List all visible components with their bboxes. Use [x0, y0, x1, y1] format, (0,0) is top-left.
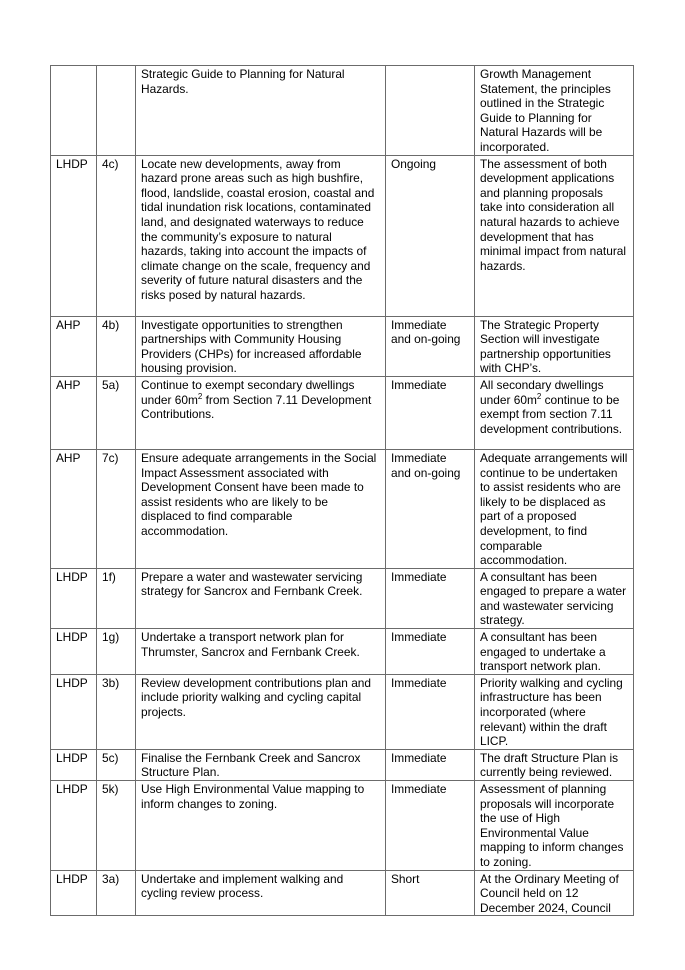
table-row	[51, 376, 634, 449]
ref-cell: 3a)	[97, 870, 136, 916]
timeframe-cell: Immediate and on-going	[386, 449, 475, 568]
ref-cell: 5a)	[97, 376, 136, 449]
ref-cell: 5k)	[97, 781, 136, 871]
action-cell	[136, 376, 386, 449]
table-row	[51, 870, 634, 916]
plan-cell: AHP	[51, 449, 97, 568]
action-cell: Strategic Guide to Planning for Natural Hazards.	[136, 66, 386, 156]
action-cell: Undertake a transport network plan for Thrumster, Sancrox and Fernbank Creek.	[136, 629, 386, 675]
action-text: Continue to exempt secondary dwellings under 60m	[141, 377, 355, 407]
status-cell: Priority walking and cycling infrastructure has been incorporated (where relevant) within the draft LICP.	[475, 674, 634, 749]
status-cell: A consultant has been engaged to undertake a transport network plan.	[475, 629, 634, 675]
status-cell: The Strategic Property Section will investigate partnership opportunities with CHP’s.	[475, 316, 634, 376]
ref-cell: 4b)	[97, 316, 136, 376]
action-cell: Ensure adequate arrangements in the Social Impact Assessment associated with Development Consent have been made to assist residents who are likely to be displaced to find comparable accommodation.	[136, 449, 386, 568]
superscript: 2	[536, 391, 542, 401]
timeframe-cell: Immediate	[386, 568, 475, 628]
status-cell: Assessment of planning proposals will incorporate the use of High Environmental Value mapping to inform changes to zoning.	[475, 781, 634, 871]
timeframe-cell: Immediate and on-going	[386, 316, 475, 376]
ref-cell: 3b)	[97, 674, 136, 749]
table-row	[51, 66, 634, 156]
table-row	[51, 449, 634, 568]
status-cell: Growth Management Statement, the principles outlined in the Strategic Guide to Planning for Natural Hazards will be incorporated.	[475, 66, 634, 156]
timeframe-cell: Immediate	[386, 376, 475, 449]
action-text: from Section 7.11 Development Contributions.	[141, 392, 372, 422]
action-cell: Review development contributions plan and include priority walking and cycling capital projects.	[136, 674, 386, 749]
action-cell: Locate new developments, away from hazard prone areas such as high bushfire, flood, landslide, coastal erosion, coastal and tidal inundation risk locations, contaminated land, and designated waterways to reduce the community’s exposure to natural hazards, taking into account the impacts of climate change on the scale, frequency and severity of future natural disasters and the risks posed by natural hazards.	[136, 155, 386, 316]
ref-cell: 5c)	[97, 749, 136, 780]
plan-cell: LHDP	[51, 568, 97, 628]
superscript: 2	[197, 391, 203, 401]
timeframe-cell: Immediate	[386, 629, 475, 675]
plan-cell: LHDP	[51, 749, 97, 780]
table-row	[51, 155, 634, 316]
action-cell: Investigate opportunities to strengthen partnerships with Community Housing Providers (CHPs) for increased affordable housing provision.	[136, 316, 386, 376]
action-cell: Prepare a water and wastewater servicing strategy for Sancrox and Fernbank Creek.	[136, 568, 386, 628]
timeframe-cell: Short	[386, 870, 475, 916]
table-row	[51, 674, 634, 749]
status-cell: The draft Structure Plan is currently being reviewed.	[475, 749, 634, 780]
plan-cell: AHP	[51, 316, 97, 376]
plan-cell: LHDP	[51, 629, 97, 675]
status-cell: At the Ordinary Meeting of Council held on 12 December 2024, Council	[475, 870, 634, 916]
actions-table	[50, 65, 634, 916]
plan-cell: AHP	[51, 376, 97, 449]
table-row	[51, 568, 634, 628]
action-cell: Use High Environmental Value mapping to inform changes to zoning.	[136, 781, 386, 871]
ref-cell: 1g)	[97, 629, 136, 675]
status-text: All secondary dwellings under 60m	[480, 377, 604, 407]
table-row	[51, 316, 634, 376]
plan-cell: LHDP	[51, 781, 97, 871]
timeframe-cell: Immediate	[386, 749, 475, 780]
ref-cell	[97, 66, 136, 156]
timeframe-cell: Immediate	[386, 674, 475, 749]
action-cell: Finalise the Fernbank Creek and Sancrox Structure Plan.	[136, 749, 386, 780]
timeframe-cell: Immediate	[386, 781, 475, 871]
status-text: continue to be exempt from section 7.11 development contributions.	[480, 392, 623, 436]
status-cell: The assessment of both development applications and planning proposals take into consideration all natural hazards to achieve development that has minimal impact from natural hazards.	[475, 155, 634, 316]
timeframe-cell	[386, 66, 475, 156]
status-cell	[475, 376, 634, 449]
action-cell: Undertake and implement walking and cycling review process.	[136, 870, 386, 916]
plan-cell: LHDP	[51, 870, 97, 916]
ref-cell: 1f)	[97, 568, 136, 628]
table-row	[51, 781, 634, 871]
status-cell: Adequate arrangements will continue to be undertaken to assist residents who are likely to be displaced as part of a proposed development, to find comparable accommodation.	[475, 449, 634, 568]
table-row	[51, 629, 634, 675]
plan-cell: LHDP	[51, 674, 97, 749]
plan-cell: LHDP	[51, 155, 97, 316]
ref-cell: 7c)	[97, 449, 136, 568]
table-row	[51, 749, 634, 780]
ref-cell: 4c)	[97, 155, 136, 316]
status-cell: A consultant has been engaged to prepare a water and wastewater servicing strategy.	[475, 568, 634, 628]
timeframe-cell: Ongoing	[386, 155, 475, 316]
plan-cell	[51, 66, 97, 156]
